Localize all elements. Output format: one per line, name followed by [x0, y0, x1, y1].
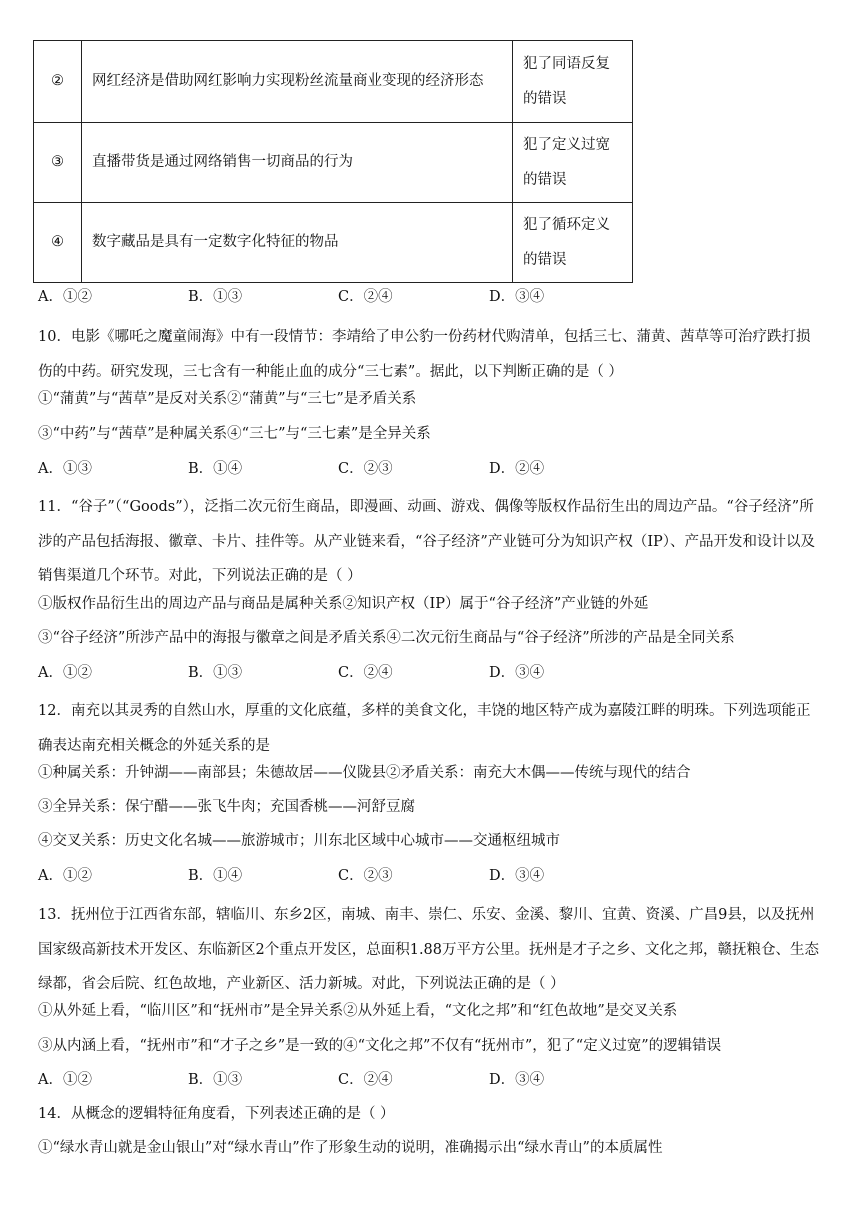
- option-b[interactable]: B．①③: [188, 1072, 243, 1088]
- q10-statement-2: ③“中药”与“茜草”是种属关系④“三七”与“三七素”是全异关系: [38, 426, 431, 442]
- q12-stem: 12．南充以其灵秀的自然山水，厚重的文化底蕴，多样的美食文化，丰饶的地区特产成为嘉陵江畔的明珠。下列选项能正确表达南充相关概念的外延关系的是: [38, 703, 811, 754]
- option-a[interactable]: A．①②: [38, 1072, 92, 1088]
- option-d[interactable]: D．③④: [489, 1072, 545, 1088]
- option-b[interactable]: B．①④: [188, 461, 243, 477]
- q12-statement-3: ④交叉关系：历史文化名城——旅游城市；川东北区域中心城市——交通枢纽城市: [38, 833, 560, 849]
- option-c[interactable]: C．②④: [338, 1072, 393, 1088]
- option-d[interactable]: D．③④: [489, 665, 545, 681]
- option-c[interactable]: C．②④: [338, 289, 393, 305]
- row-definition: 数字藏品是具有一定数字化特征的物品: [82, 203, 513, 283]
- q12-options: [38, 866, 738, 886]
- q9-options: [38, 287, 738, 307]
- option-b[interactable]: B．①④: [188, 868, 243, 884]
- q10-stem: 10．电影《哪吒之魔童闹海》中有一段情节：李靖给了申公豹一份药材代购清单，包括三七、蒲黄、茜草等可治疗跌打损伤的中药。研究发现，三七含有一种能止血的成分“三七素”。据此，以下判断正确的是（ ）: [38, 329, 811, 380]
- q13-statement-1: ①从外延上看，“临川区”和“抚州市”是全异关系②从外延上看，“文化之邦”和“红色故地”是交叉关系: [38, 1003, 678, 1019]
- row-error-type: 犯了定义过宽的错误: [513, 123, 633, 203]
- row-definition: 直播带货是通过网络销售一切商品的行为: [82, 123, 513, 203]
- option-d[interactable]: D．③④: [489, 289, 545, 305]
- q11-options: [38, 663, 738, 683]
- q10-statement-1: ①“蒲黄”与“茜草”是反对关系②“蒲黄”与“三七”是矛盾关系: [38, 391, 417, 407]
- option-c[interactable]: C．②③: [338, 461, 393, 477]
- q13-stem: 13．抚州位于江西省东部，辖临川、东乡2区，南城、南丰、崇仁、乐安、金溪、黎川、宜黄、资溪、广昌9县，以及抚州国家级高新技术开发区、东临新区2个重点开发区，总面积1.88万平方公里。抚州是才子之乡、文化之邦，赣抚粮仓、生态绿都，省会后院、红色故地，产业新区、活力新城。对此，下列说法正确的是（ ）: [38, 907, 820, 992]
- option-d[interactable]: D．③④: [489, 868, 545, 884]
- q14-stem: 14．从概念的逻辑特征角度看，下列表述正确的是（ ）: [38, 1106, 395, 1122]
- option-c[interactable]: C．②④: [338, 665, 393, 681]
- definition-error-table: [33, 40, 633, 283]
- option-b[interactable]: B．①③: [188, 665, 243, 681]
- table-row: [34, 41, 633, 123]
- row-number: ②: [34, 41, 82, 123]
- table-row: [34, 123, 633, 203]
- option-b[interactable]: B．①③: [188, 289, 243, 305]
- q11-stem: 11．“谷子”（“Goods”），泛指二次元衍生商品，即漫画、动画、游戏、偶像等版权作品衍生出的周边产品。“谷子经济”所涉的产品包括海报、徽章、卡片、挂件等。从产业链来看，“谷子经济”产业链可分为知识产权（IP）、产品开发和设计以及销售渠道几个环节。对此，下列说法正确的是（ ）: [38, 499, 816, 584]
- option-a[interactable]: A．①③: [38, 461, 92, 477]
- q11-statement-2: ③“谷子经济”所涉产品中的海报与徽章之间是矛盾关系④二次元衍生商品与“谷子经济”所涉的产品是全同关系: [38, 630, 735, 646]
- row-error-type: 犯了循环定义的错误: [513, 203, 633, 283]
- row-number: ④: [34, 203, 82, 283]
- option-c[interactable]: C．②③: [338, 868, 393, 884]
- q14-statement-1: ①“绿水青山就是金山银山”对“绿水青山”作了形象生动的说明，准确揭示出“绿水青山”的本质属性: [38, 1140, 663, 1156]
- row-definition: 网红经济是借助网红影响力实现粉丝流量商业变现的经济形态: [82, 41, 513, 123]
- option-a[interactable]: A．①②: [38, 289, 92, 305]
- option-a[interactable]: A．①②: [38, 868, 92, 884]
- row-number: ③: [34, 123, 82, 203]
- q13-statement-2: ③从内涵上看，“抚州市”和“才子之乡”是一致的④“文化之邦”不仅有“抚州市”，犯了“定义过宽”的逻辑错误: [38, 1038, 722, 1054]
- q11-statement-1: ①版权作品衍生出的周边产品与商品是属种关系②知识产权（IP）属于“谷子经济”产业链的外延: [38, 596, 649, 612]
- option-a[interactable]: A．①②: [38, 665, 92, 681]
- q13-options: [38, 1070, 738, 1090]
- q12-statement-1: ①种属关系：升钟湖——南部县；朱德故居——仪陇县②矛盾关系：南充大木偶——传统与现代的结合: [38, 765, 691, 781]
- q12-statement-2: ③全异关系：保宁醋——张飞牛肉；充国香桃——河舒豆腐: [38, 799, 415, 815]
- q10-options: [38, 459, 738, 479]
- option-d[interactable]: D．②④: [489, 461, 545, 477]
- row-error-type: 犯了同语反复的错误: [513, 41, 633, 123]
- table-row: [34, 203, 633, 283]
